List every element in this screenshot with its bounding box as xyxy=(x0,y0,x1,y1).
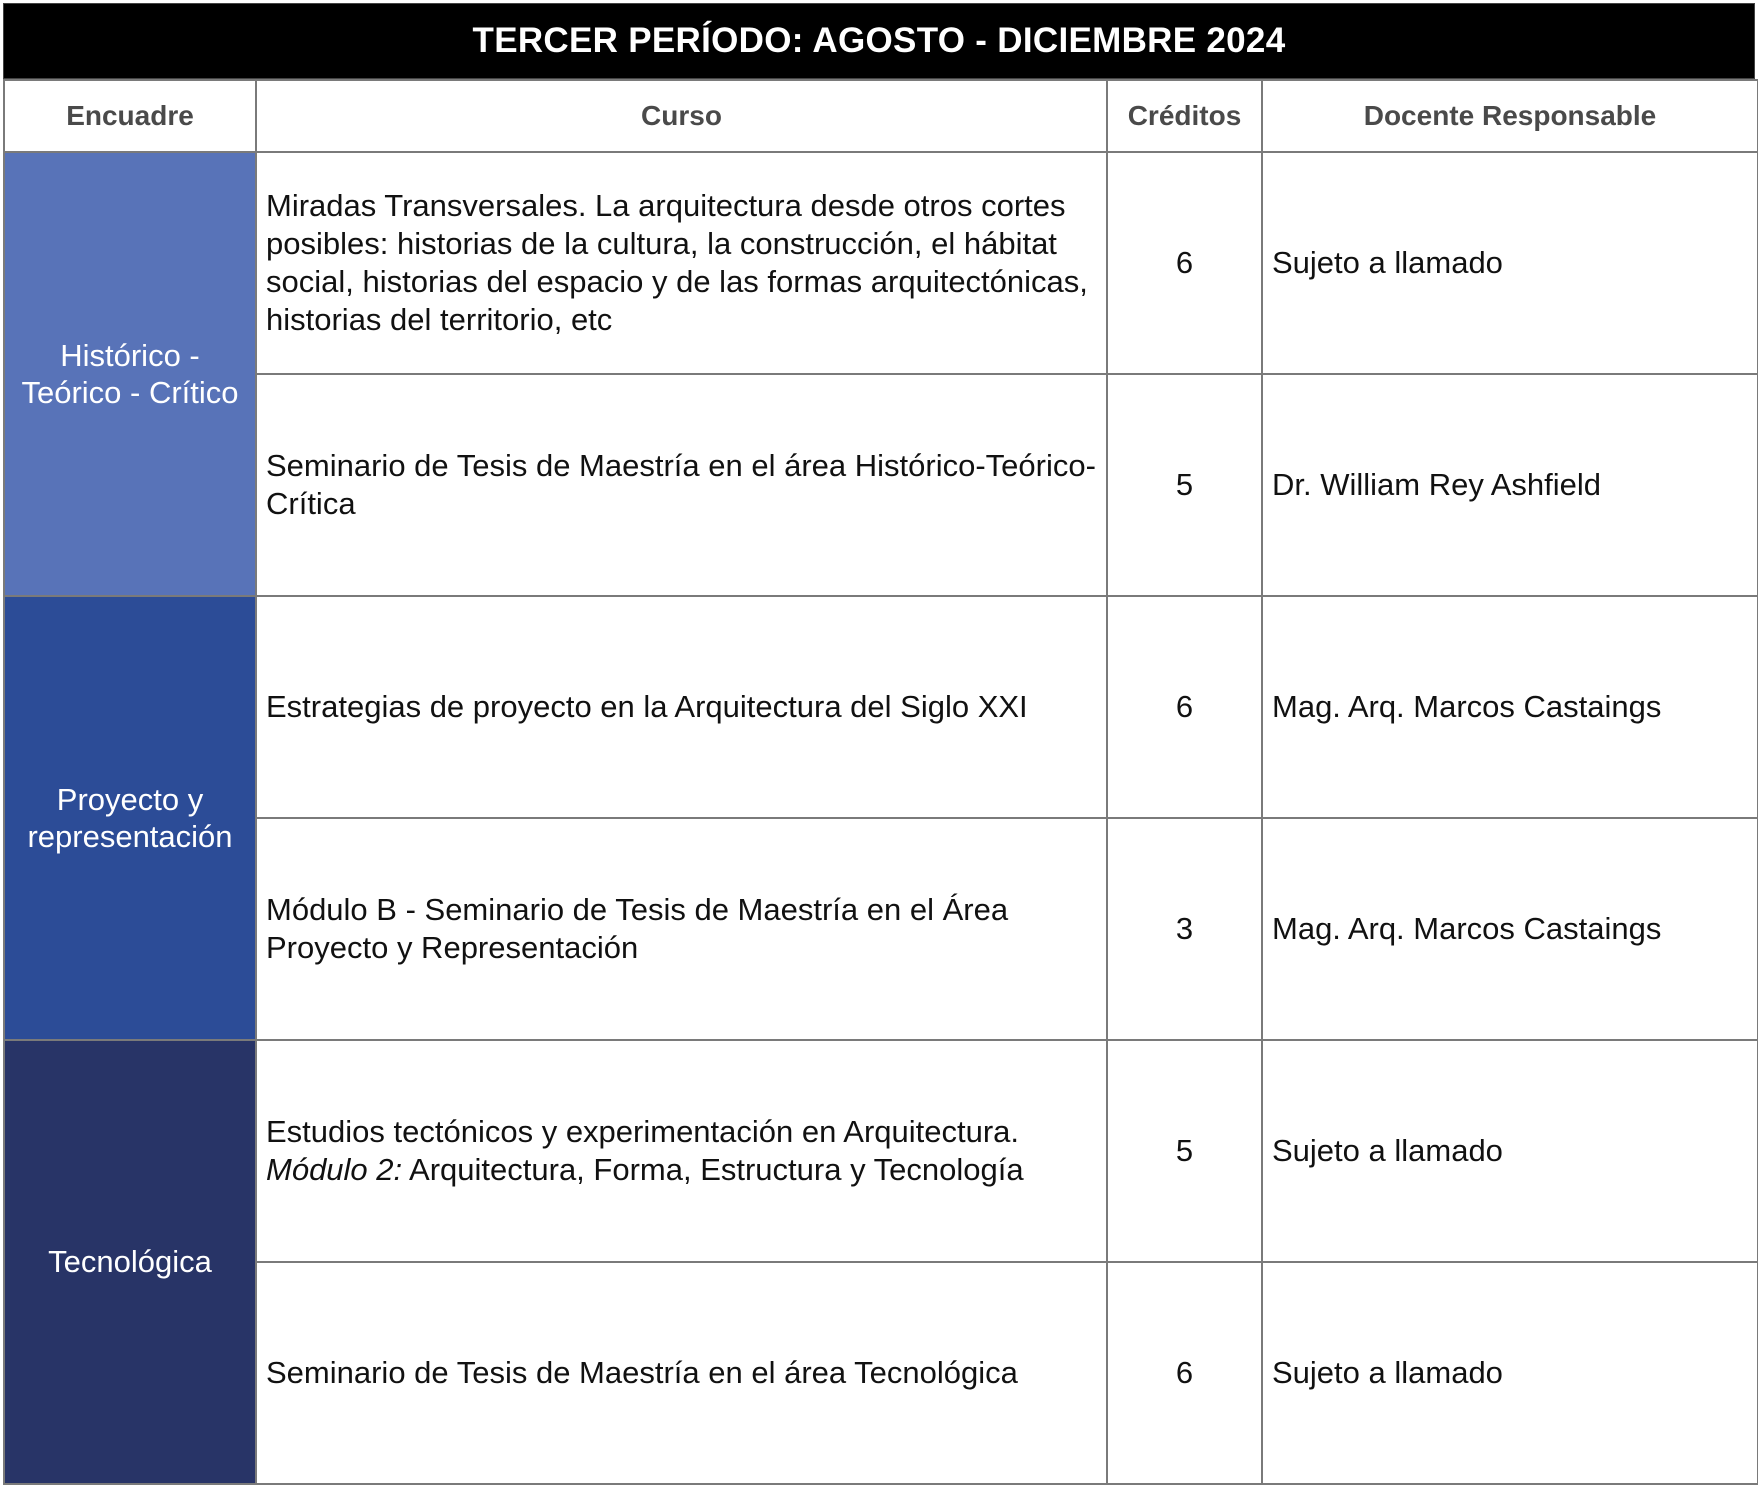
table-row xyxy=(4,1262,1758,1484)
course-name xyxy=(256,1040,1107,1262)
course-credits: 5 xyxy=(1107,374,1262,596)
course-name: Seminario de Tesis de Maestría en el área Tecnológica xyxy=(256,1262,1107,1484)
header-docente: Docente Responsable xyxy=(1262,80,1758,152)
course-credits: 3 xyxy=(1107,818,1262,1040)
table-row xyxy=(4,374,1758,596)
course-name: Estrategias de proyecto en la Arquitectura del Siglo XXI xyxy=(256,596,1107,818)
course-module-label: Módulo 2: xyxy=(266,1152,403,1187)
header-curso: Curso xyxy=(256,80,1107,152)
encuadre-proyecto: Proyecto y representación xyxy=(4,596,256,1040)
table-row xyxy=(4,152,1758,374)
course-credits: 6 xyxy=(1107,152,1262,374)
schedule-table-container xyxy=(3,3,1755,1485)
course-credits: 5 xyxy=(1107,1040,1262,1262)
table-row xyxy=(4,818,1758,1040)
encuadre-tecnologica: Tecnológica xyxy=(4,1040,256,1484)
header-encuadre: Encuadre xyxy=(4,80,256,152)
course-teacher: Mag. Arq. Marcos Castaings xyxy=(1262,596,1758,818)
course-teacher: Dr. William Rey Ashfield xyxy=(1262,374,1758,596)
course-teacher: Sujeto a llamado xyxy=(1262,1262,1758,1484)
course-credits: 6 xyxy=(1107,1262,1262,1484)
course-credits: 6 xyxy=(1107,596,1262,818)
header-row xyxy=(4,80,1758,152)
course-teacher: Mag. Arq. Marcos Castaings xyxy=(1262,818,1758,1040)
course-name: Miradas Transversales. La arquitectura desde otros cortes posibles: historias de la cultura, la construcción, el hábitat social, historias del espacio y de las formas arquitectónicas, historias del territorio, etc xyxy=(256,152,1107,374)
encuadre-historico: Histórico - Teórico - Crítico xyxy=(4,152,256,596)
course-teacher: Sujeto a llamado xyxy=(1262,152,1758,374)
table-row xyxy=(4,596,1758,818)
course-name: Módulo B - Seminario de Tesis de Maestría en el Área Proyecto y Representación xyxy=(256,818,1107,1040)
course-name-line1: Estudios tectónicos y experimentación en Arquitectura. xyxy=(266,1114,1020,1150)
course-module-title: Arquitectura, Forma, Estructura y Tecnología xyxy=(402,1152,1024,1187)
table-row xyxy=(4,1040,1758,1262)
header-creditos: Créditos xyxy=(1107,80,1262,152)
courses-table xyxy=(3,79,1758,1485)
course-teacher: Sujeto a llamado xyxy=(1262,1040,1758,1262)
period-title: TERCER PERÍODO: AGOSTO - DICIEMBRE 2024 xyxy=(3,3,1755,79)
course-name: Seminario de Tesis de Maestría en el área Histórico-Teórico-Crítica xyxy=(256,374,1107,596)
